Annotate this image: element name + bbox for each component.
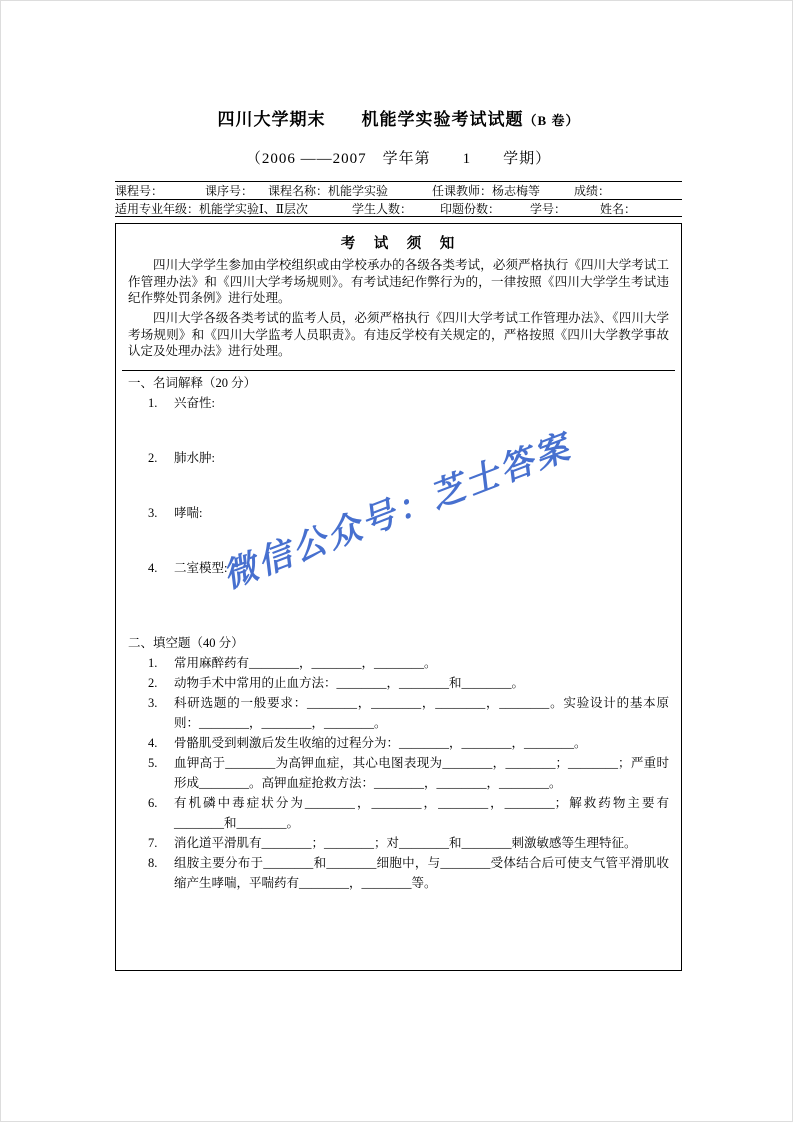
fill-item-number: 8. bbox=[148, 855, 158, 870]
fill-item-text: 动物手术中常用的止血方法：________，________和________。 bbox=[174, 675, 525, 690]
term-item-number: 3. bbox=[148, 505, 158, 520]
applicable-major-label: 适用专业年级：机能学实验Ⅰ、Ⅱ层次 bbox=[115, 201, 308, 216]
fill-item-number: 2. bbox=[148, 675, 158, 690]
term-item-text: 肺水肿: bbox=[174, 450, 215, 465]
term-item-number: 4. bbox=[148, 560, 158, 575]
exam-notice-heading: 考 试 须 知 bbox=[340, 236, 457, 252]
fill-item-text: 组胺主要分布于________和________细胞中，与________受体结合后可使支气管平滑肌收缩产生哮喘，平喘药有________，________等。 bbox=[174, 855, 669, 890]
page-title-text: 四川大学期末 机能学实验考试试题 bbox=[217, 110, 524, 129]
teacher-label: 任课教师：杨志梅等 bbox=[432, 184, 541, 198]
exam-document bbox=[115, 105, 682, 971]
course-info-table bbox=[115, 181, 682, 217]
fill-item-number: 1. bbox=[148, 655, 158, 670]
exam-body-box bbox=[115, 223, 682, 971]
fill-item-number: 6. bbox=[148, 795, 158, 810]
page-title bbox=[115, 105, 682, 130]
term-item-1 bbox=[148, 393, 669, 413]
student-id-label: 学号： bbox=[530, 201, 567, 216]
score-label: 成绩： bbox=[574, 184, 611, 198]
term-item-text: 哮喘: bbox=[174, 505, 203, 520]
course-name-label: 课程名称：机能学实验 bbox=[268, 184, 389, 198]
fill-item-8 bbox=[148, 853, 669, 893]
section-divider-line bbox=[122, 370, 675, 371]
term-item-text: 兴奋性: bbox=[174, 395, 215, 410]
section2-heading: 二、填空题（40 分） bbox=[128, 635, 244, 650]
wechat-watermark: 微信公众号：芝士答案 bbox=[218, 428, 577, 596]
course-info-row-2 bbox=[115, 199, 682, 216]
course-sequence-label: 课序号： bbox=[205, 184, 254, 198]
fill-item-text: 科研选题的一般要求：________，________，________，________。实验设计的基本原则：________，________，________。 bbox=[174, 695, 669, 730]
course-info-row-1 bbox=[115, 182, 682, 199]
exam-notice-paragraph-2: 四川大学各级各类考试的监考人员，必须严格执行《四川大学考试工作管理办法》、《四川大学考场规则》和《四川大学监考人员职责》。有违反学校有关规定的，严格按照《四川大学教学事故认定及处理办法》进行处理。 bbox=[128, 310, 669, 359]
student-name-label: 姓名： bbox=[600, 201, 637, 216]
fill-item-5 bbox=[148, 753, 669, 793]
term-item-3 bbox=[148, 503, 669, 523]
fill-item-number: 5. bbox=[148, 755, 158, 770]
section1-heading: 一、名词解释（20 分） bbox=[128, 375, 257, 390]
fill-item-2 bbox=[148, 673, 669, 693]
academic-year-subtitle: （2006 ——2007 学年第 1 学期） bbox=[245, 151, 552, 167]
fill-item-4 bbox=[148, 733, 669, 753]
fill-item-number: 4. bbox=[148, 735, 158, 750]
fill-item-text: 常用麻醉药有________，________，________。 bbox=[174, 655, 437, 670]
student-count-label: 学生人数： bbox=[352, 201, 413, 216]
fill-item-7 bbox=[148, 833, 669, 853]
fill-item-6 bbox=[148, 793, 669, 833]
fill-item-1 bbox=[148, 653, 669, 673]
fill-item-text: 骨骼肌受到刺激后发生收缩的过程分为：________，________，________。 bbox=[174, 735, 587, 750]
course-number-label: 课程号： bbox=[115, 184, 164, 198]
term-item-number: 1. bbox=[148, 395, 158, 410]
fill-item-3 bbox=[148, 693, 669, 733]
term-item-4 bbox=[148, 558, 669, 578]
fill-item-text: 消化道平滑肌有________；________；对________和________刺激敏感等生理特征。 bbox=[174, 835, 637, 850]
fill-item-text: 血钾高于________为高钾血症，其心电图表现为________，________；________；严重时形成________。高钾血症抢救方法：________，________，________。 bbox=[174, 755, 669, 790]
term-item-2 bbox=[148, 448, 669, 468]
term-item-text: 二室模型: bbox=[174, 560, 228, 575]
exam-notice-paragraph-1: 四川大学学生参加由学校组织或由学校承办的各级各类考试，必须严格执行《四川大学考试工作管理办法》和《四川大学考场规则》。有考试违纪作弊行为的，一律按照《四川大学学生考试违纪作弊处罚条例》进行处理。 bbox=[128, 258, 669, 306]
print-copies-label: 印题份数： bbox=[440, 201, 501, 216]
fill-item-number: 7. bbox=[148, 835, 158, 850]
paper-version-label: （B 卷） bbox=[523, 113, 580, 128]
fill-item-text: 有机磷中毒症状分为________，________，________，________；解救药物主要有________和________。 bbox=[174, 795, 669, 830]
term-item-number: 2. bbox=[148, 450, 158, 465]
fill-item-number: 3. bbox=[148, 695, 158, 710]
